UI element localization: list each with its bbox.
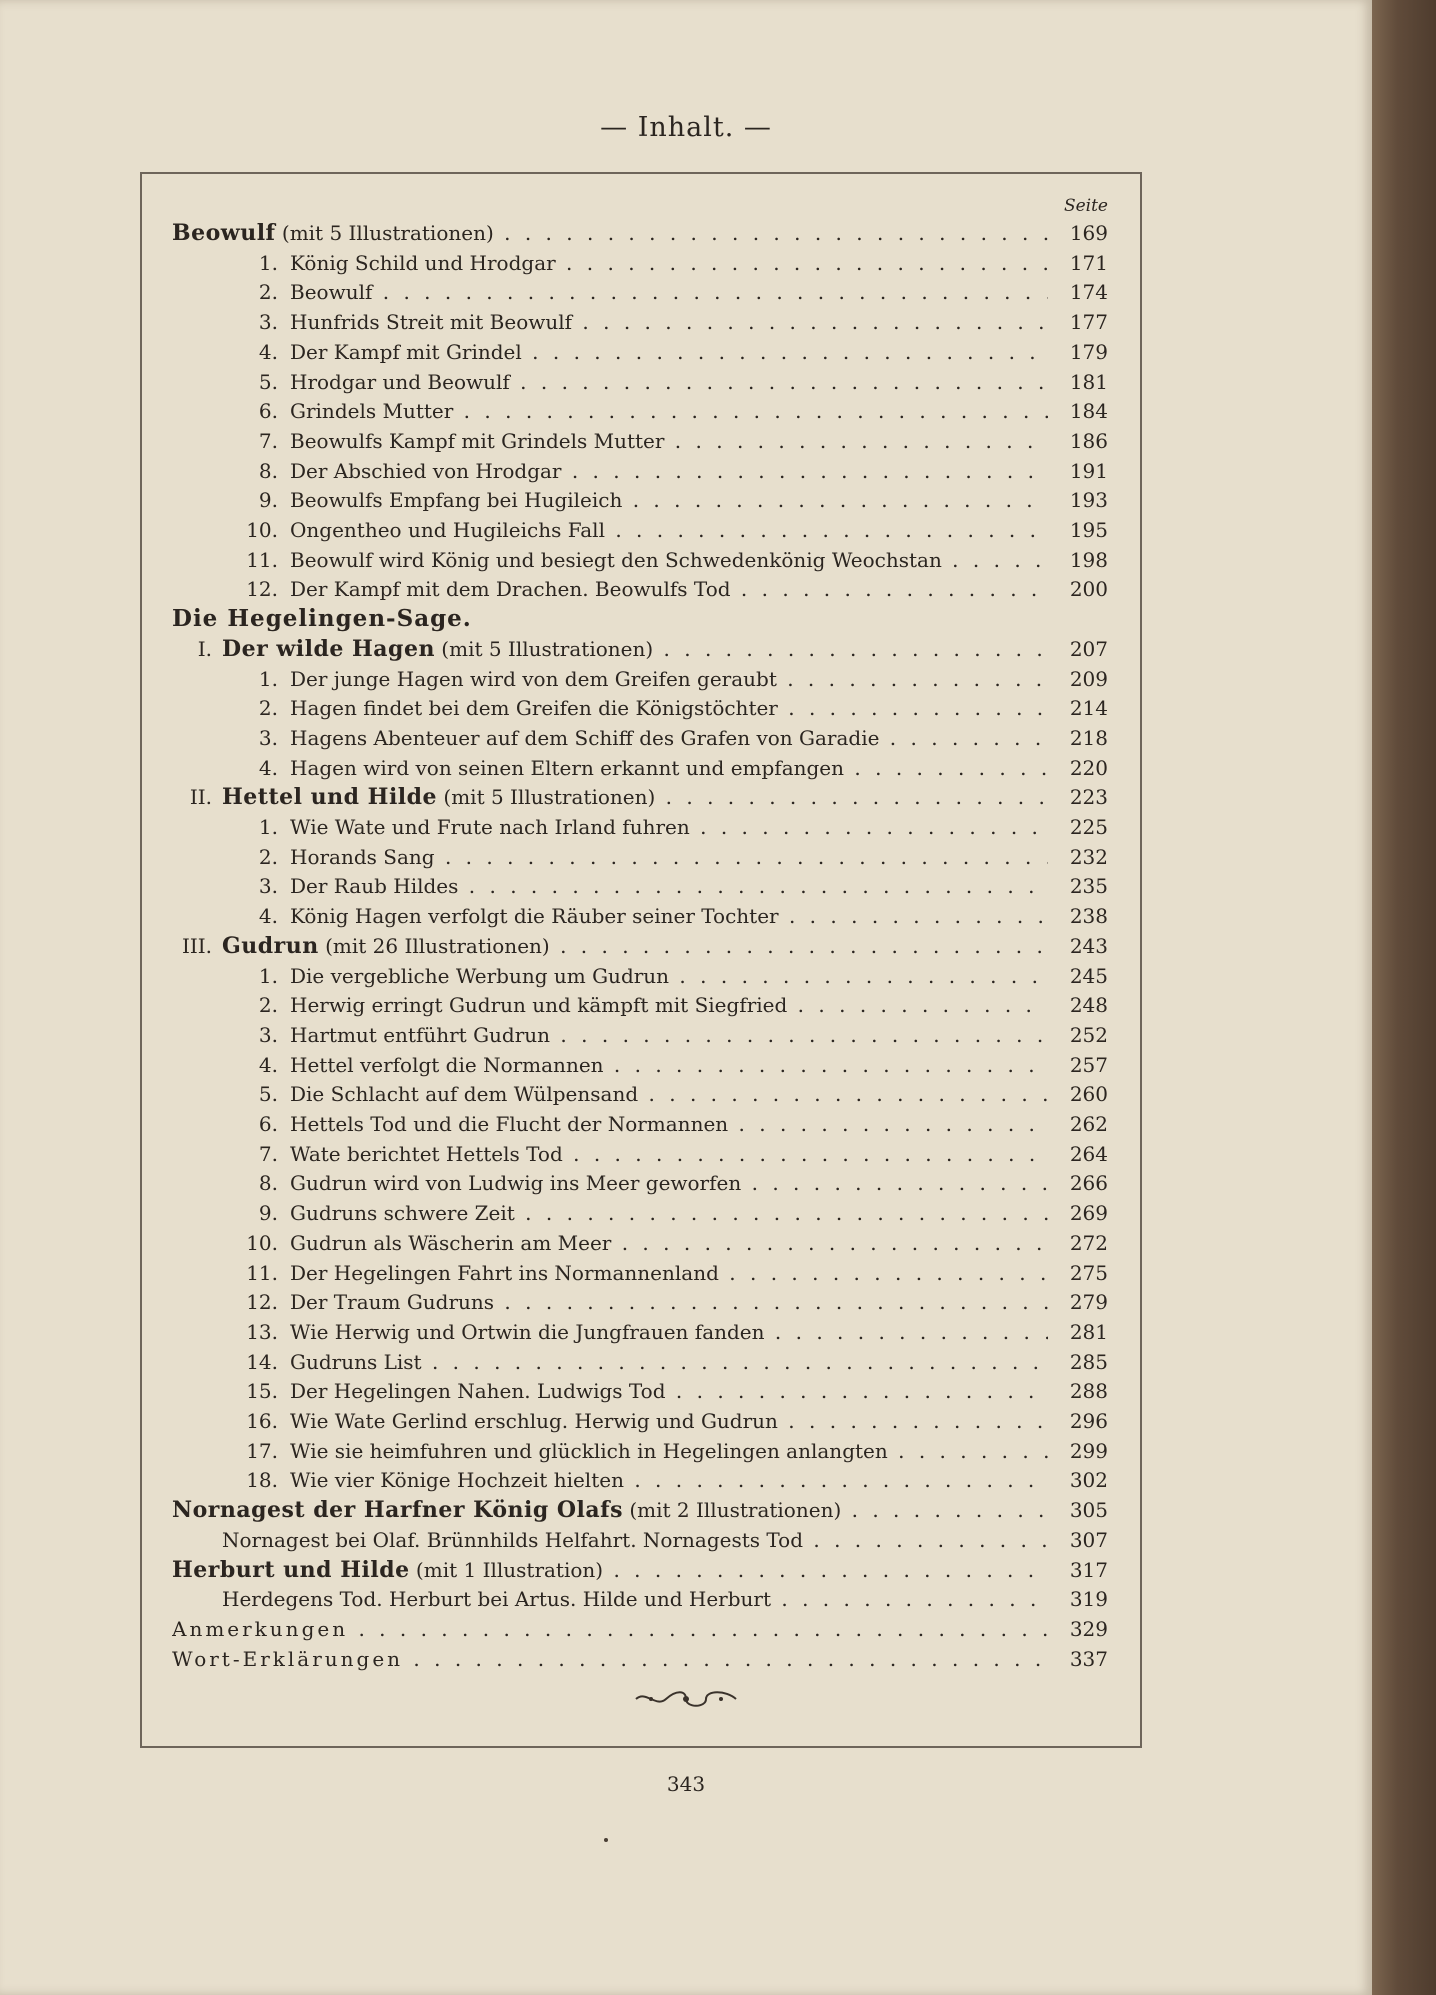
toc-entry-number: 1. [258,815,278,839]
toc-entry-label: Die Schlacht auf dem Wülpensand [290,1082,639,1107]
toc-entry [0,248,1372,278]
toc-entry [0,1614,1372,1644]
toc-entry-number: 10. [246,518,278,542]
toc-entry-page: 214 [1048,693,1108,723]
toc-entry-note: (mit 5 Illustrationen) [437,785,656,810]
toc-entry-title [290,248,1048,278]
toc-entry-page: 299 [1048,1436,1108,1466]
toc-entry-title [290,307,1048,337]
toc-entry-title [290,1376,1048,1406]
toc-entry-page: 220 [1048,753,1108,783]
toc-entry-number: 7. [258,1141,278,1166]
page-header: — Inhalt. — [600,112,772,143]
toc-entry-page: 317 [1048,1555,1108,1585]
toc-entry [0,337,1372,367]
toc-entry-number: 3. [258,874,278,899]
toc-entry-number: 8. [258,1171,278,1196]
toc-entry-number: III. [181,933,212,958]
ornament-flourish-icon [631,1688,741,1710]
toc-entry [0,1376,1372,1406]
toc-entry-page: 209 [1048,664,1108,694]
toc-entry-label: Wie Herwig und Ortwin die Jungfrauen fanden [290,1319,765,1344]
toc-entry-number: 4. [258,755,278,780]
toc-entry-title [290,1079,1048,1109]
toc-entry [0,1317,1372,1347]
toc-entry [0,693,1372,723]
toc-entry-number: 2. [258,993,278,1018]
toc-entry [0,1168,1372,1198]
toc-entry-number: 10. [246,1230,278,1255]
toc-entry [0,307,1372,337]
toc-entry-label: Wie Wate Gerlind erschlug. Herwig und Gudrun [290,1409,778,1433]
toc-entry-title [290,1198,1048,1228]
toc-entry-title [290,1258,1048,1288]
toc-entry-note: (mit 2 Illustrationen) [623,1498,842,1523]
toc-entry-title [222,634,1048,664]
toc-entry-number: 11. [246,547,278,572]
toc-entry [0,664,1372,694]
toc-entry-title [172,1644,1048,1674]
toc-entry-number: 5. [258,369,278,394]
toc-entry-page: 319 [1048,1584,1108,1614]
toc-entry-label: Gudrun [222,932,319,959]
toc-entry-label: Hettel und Hilde [222,784,438,811]
toc-entry-label: Hunfrids Streit mit Beowulf [290,310,573,335]
toc-entry-title [290,426,1048,456]
toc-entry-label: Wort-Erklärungen [172,1646,404,1671]
toc-entry-label: Herwig erringt Gudrun und kämpft mit Siegfried [290,993,788,1018]
toc-entry-label: Der wilde Hagen [222,635,435,662]
toc-entry-number: 12. [246,1290,278,1315]
toc-entry-page: 177 [1048,307,1108,337]
toc-entry-label: Gudruns List [290,1349,422,1374]
toc-entry-title [290,753,1048,783]
toc-entry-label: Wie vier Könige Hochzeit hielten [290,1468,624,1493]
toc-entry-title [290,277,1048,307]
toc-section-heading [0,604,1372,634]
toc-entry-page: 174 [1048,277,1108,307]
toc-entry-page: 179 [1048,337,1108,367]
toc-entry-title [172,1495,1048,1525]
toc-entry-number: 6. [258,1112,278,1136]
ornament-icon [0,1688,1372,1716]
toc-entry-label: Wie sie heimfuhren und glücklich in Hegelingen anlangten [290,1438,888,1463]
toc-entry-title [290,812,1048,842]
toc-entry [0,1198,1372,1228]
toc-entry-page: 171 [1048,248,1108,278]
toc-entry-label: Beowulf wird König und besiegt den Schwedenkönig Weochstan [290,547,942,572]
toc-entry-page: 232 [1048,842,1108,872]
toc-entry-number: I. [197,636,212,661]
toc-entry-label: Der junge Hagen wird von dem Greifen geraubt [290,666,777,691]
toc-entry [0,218,1372,248]
toc-entry [0,634,1372,664]
toc-entry-label: Der Kampf mit dem Drachen. Beowulfs Tod [290,577,731,602]
toc-entry-page: 260 [1048,1079,1108,1109]
toc-entry-label: Gudrun als Wäscherin am Meer [290,1230,612,1255]
toc-entry [0,1050,1372,1080]
toc-entry-number: 1. [258,963,278,988]
toc-entry [0,1644,1372,1674]
toc-entry-label: Gudruns schwere Zeit [290,1201,515,1226]
toc-entry-title [222,1584,1048,1614]
toc-entry-title [290,367,1048,397]
page-number: 343 [666,1772,706,1796]
toc-entry-page: 296 [1048,1406,1108,1436]
toc-entry-number: 4. [258,1052,278,1077]
toc-entry-number: 3. [258,725,278,750]
toc-entry [0,515,1372,545]
toc-entry-title [290,1347,1048,1377]
toc-entry-page: 252 [1048,1020,1108,1050]
toc-entry-number: 2. [258,844,278,869]
toc-entry-title [290,485,1048,515]
toc-entry-number: 6. [258,399,278,424]
toc-entry-label: Hrodgar und Beowulf [290,369,510,394]
toc-entry-label: Nornagest bei Olaf. Brünnhilds Helfahrt. Nornagests Tod [222,1527,804,1552]
toc-entry-title [290,515,1048,545]
toc-entry-number: 3. [258,1022,278,1047]
toc-entry-title [290,1317,1048,1347]
toc-entry [0,1287,1372,1317]
toc-entry-number: 1. [258,666,278,691]
toc-entry-title [290,1287,1048,1317]
toc-entry-label: Hagens Abenteuer auf dem Schiff des Grafen von Garadie [290,725,880,750]
toc-entry-title [172,1614,1048,1644]
paper-speck [604,1838,608,1842]
toc-entry-title [290,1465,1048,1495]
toc-entry-note: (mit 1 Illustration) [409,1557,604,1582]
toc-entry-number: 4. [258,339,278,364]
toc-entry-number: 18. [246,1468,278,1493]
toc-entry-page: 272 [1048,1228,1108,1258]
toc-entry-page: 288 [1048,1376,1108,1406]
toc-entry-page: 225 [1048,812,1108,842]
toc-entry-page: 248 [1048,990,1108,1020]
toc-entry-page: 275 [1048,1258,1108,1288]
toc-entry-note: (mit 26 Illustrationen) [318,933,550,958]
toc-entry-label: Beowulf [172,220,276,246]
toc-entry [0,574,1372,604]
toc-entry [0,426,1372,456]
toc-entry-page: 279 [1048,1287,1108,1317]
toc-entry-label: Hettels Tod und die Flucht der Normannen [290,1112,729,1136]
toc-entry-note: (mit 5 Illustrationen) [275,221,494,245]
toc-entry-number: 3. [258,310,278,335]
toc-section-title: Die Hegelingen-Sage. [172,605,472,633]
toc-entry-label: Herdegens Tod. Herburt bei Artus. Hilde und Herburt [222,1587,772,1612]
toc-entry-number: II. [189,785,212,810]
toc-entry-label: Herburt und Hilde [172,1556,410,1583]
toc-entry [0,842,1372,872]
toc-entry-number: 15. [246,1379,278,1404]
toc-entry-page: 329 [1048,1614,1108,1644]
book-cover-edge [1372,0,1436,1995]
toc-entry-page: 198 [1048,545,1108,575]
toc-entry-number: 16. [246,1409,278,1433]
toc-entry [0,1228,1372,1258]
toc-entry [0,1139,1372,1169]
toc-entry [0,396,1372,426]
toc-entry-label: Hettel verfolgt die Normannen [290,1052,604,1077]
toc-entry-page: 243 [1048,931,1108,961]
toc-entry-label: Der Kampf mit Grindel [290,339,522,364]
toc-entry-title [290,1139,1048,1169]
toc-entry-title [290,693,1048,723]
toc-entry [0,1436,1372,1466]
toc-entry [0,367,1372,397]
toc-entry-label: Der Traum Gudruns [290,1290,495,1315]
toc-entry-title [290,723,1048,753]
toc-entry-page: 191 [1048,456,1108,486]
toc-entry-title [222,782,1048,812]
toc-entry-number: 11. [246,1260,278,1285]
toc-entry-page: 285 [1048,1347,1108,1377]
toc-entry-page: 193 [1048,485,1108,515]
toc-entry [0,1258,1372,1288]
toc-entry-page: 266 [1048,1168,1108,1198]
toc-entry-label: König Hagen verfolgt die Räuber seiner Tochter [290,904,779,929]
toc-entry-page: 281 [1048,1317,1108,1347]
toc-entry-number: 7. [258,428,278,453]
toc-entry-title [172,218,1048,248]
toc-entry-title [290,990,1048,1020]
toc-entry-page: 262 [1048,1109,1108,1139]
toc-entry-title [172,1555,1048,1585]
toc-entry-label: Wate berichtet Hettels Tod [290,1141,563,1166]
toc-entry-label: Ongentheo und Hugileichs Fall [290,518,605,542]
toc-entry-page: 195 [1048,515,1108,545]
toc-entry-page: 181 [1048,367,1108,397]
toc-entry [0,723,1372,753]
toc-entry-number: 13. [246,1319,278,1344]
toc-entry-number: 12. [246,577,278,602]
toc-entry-label: Der Hegelingen Fahrt ins Normannenland [290,1260,719,1285]
toc-entry-page: 257 [1048,1050,1108,1080]
toc-entry [0,812,1372,842]
toc-entry-page: 207 [1048,634,1108,664]
toc-entry-number: 14. [246,1349,278,1374]
toc-entry-page: 302 [1048,1465,1108,1495]
toc-entry [0,990,1372,1020]
toc-entry-number: 9. [258,1201,278,1226]
toc-entry-title [290,1406,1048,1436]
toc-entry [0,1347,1372,1377]
toc-entry-label: Der Abschied von Hrodgar [290,458,562,483]
toc-entry-label: Der Hegelingen Nahen. Ludwigs Tod [290,1379,666,1404]
toc-entry-page: 245 [1048,961,1108,991]
toc-entry-title [290,545,1048,575]
toc-entry-title [290,1168,1048,1198]
toc-entry-title [222,1525,1048,1555]
toc-entry-page: 169 [1048,218,1108,248]
toc-entry-label: Horands Sang [290,844,435,869]
toc-entry-page: 184 [1048,396,1108,426]
toc-entry-title [290,1020,1048,1050]
toc-entry [0,1584,1372,1614]
toc-entry-page: 264 [1048,1139,1108,1169]
toc-entry-label: Hagen wird von seinen Eltern erkannt und empfangen [290,755,845,780]
toc-entry-number: 1. [258,250,278,275]
seite-label: Seite [1063,196,1108,216]
toc-entry-page: 218 [1048,723,1108,753]
toc-entry [0,1465,1372,1495]
toc-entry-number: 5. [258,1082,278,1107]
toc-entry-title [290,961,1048,991]
toc-entry-title [290,1436,1048,1466]
toc-entry-label: Wie Wate und Frute nach Irland fuhren [290,815,690,839]
toc-entry-label: Anmerkungen [172,1616,349,1641]
toc-entry [0,1495,1372,1525]
toc-entry [0,961,1372,991]
toc-entry [0,782,1372,812]
toc-entry-title [290,1109,1048,1139]
toc-entry-title [290,1050,1048,1080]
toc-entry [0,545,1372,575]
toc-entry-title [290,901,1048,931]
toc-entry-title [290,337,1048,367]
toc-entry-number: 4. [258,904,278,929]
toc-entry-page: 305 [1048,1495,1108,1525]
toc-entry-title [290,842,1048,872]
toc-entry-page: 269 [1048,1198,1108,1228]
toc-entry-label: Die vergebliche Werbung um Gudrun [290,963,670,988]
toc-entry [0,485,1372,515]
toc-entry [0,1555,1372,1585]
toc-entry-label: König Schild und Hrodgar [290,250,556,275]
toc-entry-label: Nornagest der Harfner König Olafs [172,1497,624,1524]
toc-entry [0,931,1372,961]
toc-entry-page: 186 [1048,426,1108,456]
toc-entry-number: 2. [258,696,278,721]
toc-entry-number: 9. [258,488,278,513]
toc-entry-label: Beowulf [290,280,373,305]
toc-entry-label: Beowulfs Empfang bei Hugileich [290,488,623,513]
toc-entry-page: 200 [1048,574,1108,604]
toc-entry [0,277,1372,307]
toc-entry-label: Hartmut entführt Gudrun [290,1022,551,1047]
toc-entry-label: Hagen findet bei dem Greifen die Königstöchter [290,696,778,721]
toc-entry-number: 2. [258,280,278,305]
toc-entry-page: 235 [1048,871,1108,901]
toc-entry-title [290,456,1048,486]
toc-entry-title [290,1228,1048,1258]
toc-entry [0,1079,1372,1109]
toc-entry-title [290,574,1048,604]
toc-entry-title [222,931,1048,961]
toc-entry-title [290,664,1048,694]
toc-entry-label: Beowulfs Kampf mit Grindels Mutter [290,428,665,453]
toc-entry-page: 223 [1048,782,1108,812]
toc-entry-page: 238 [1048,901,1108,931]
toc-entry [0,753,1372,783]
toc-entry-label: Grindels Mutter [290,399,454,424]
toc-entry [0,1109,1372,1139]
toc-entry [0,871,1372,901]
toc-entry [0,1020,1372,1050]
toc-entry-label: Der Raub Hildes [290,874,459,899]
toc-entry-number: 8. [258,458,278,483]
toc-entry-page: 307 [1048,1525,1108,1555]
toc-entry-number: 17. [246,1438,278,1463]
toc-entry-note: (mit 5 Illustrationen) [434,636,654,661]
toc-entry [0,1525,1372,1555]
toc-entry [0,456,1372,486]
toc-entry [0,1406,1372,1436]
toc-entry-label: Gudrun wird von Ludwig ins Meer geworfen [290,1171,742,1196]
toc-entry-title [290,396,1048,426]
toc-entry-page: 337 [1048,1644,1108,1674]
toc-entry [0,901,1372,931]
toc-entry-title [290,871,1048,901]
